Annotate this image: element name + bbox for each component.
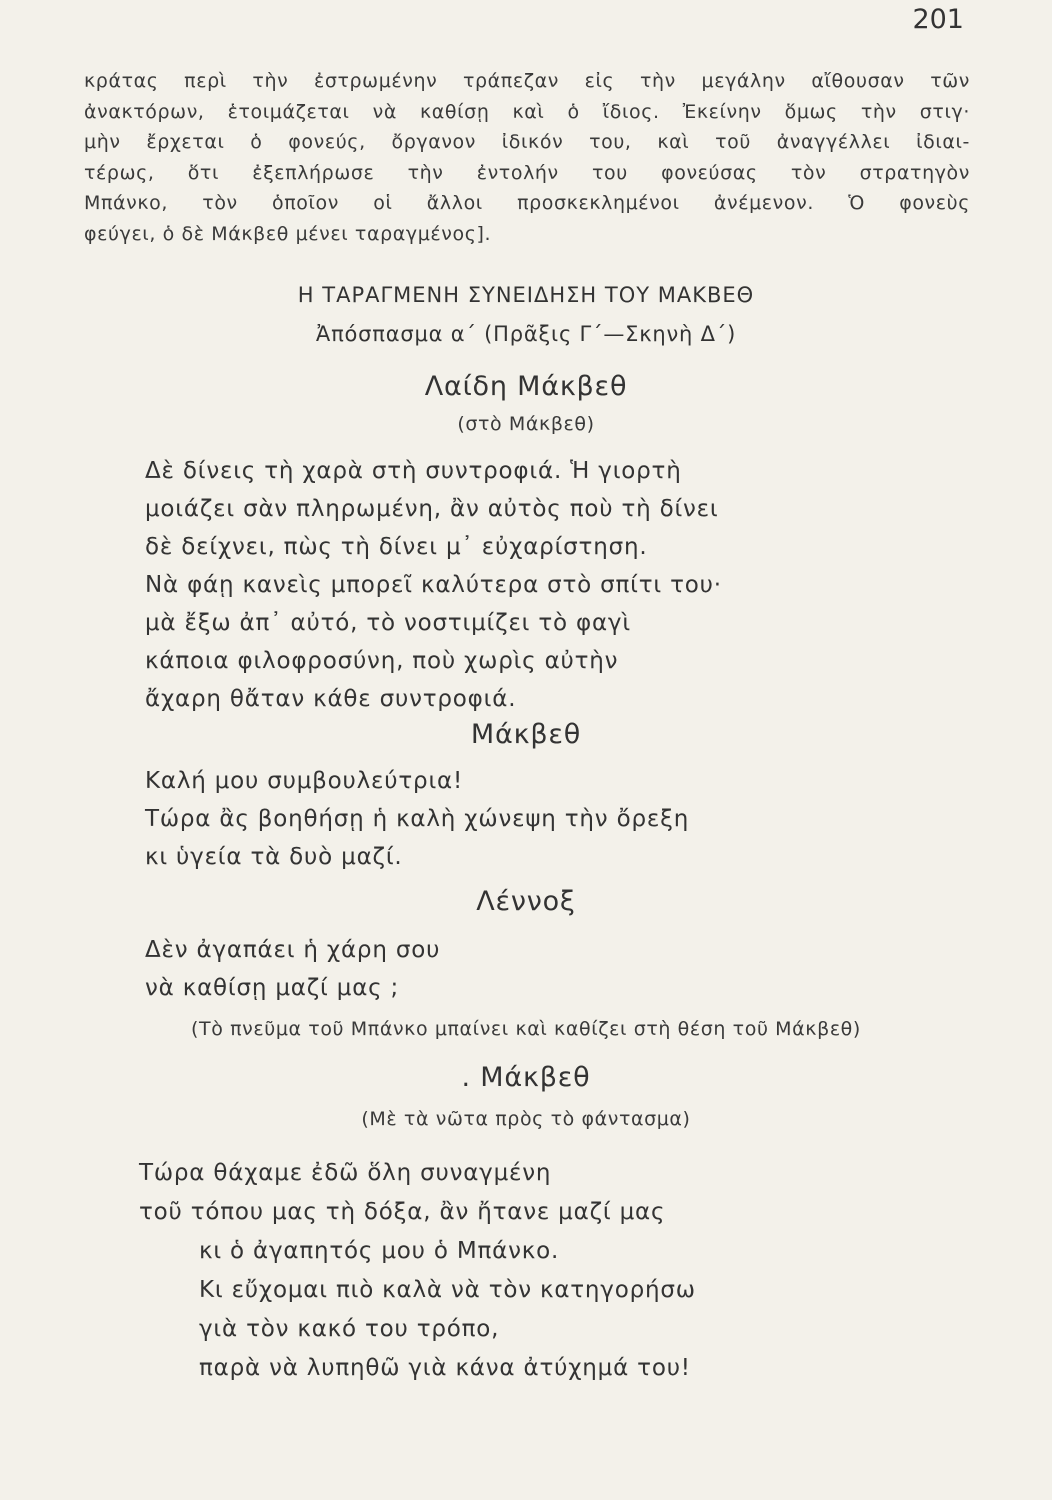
- speech-macbeth-second: [139, 1154, 696, 1388]
- intro-line: μὴν ἔρχεται ὁ φονεύς, ὄργανον ἰδικόν του, καὶ τοῦ ἀναγγέλλει ἰδιαι-: [84, 131, 970, 154]
- verse-line: Νὰ φάῃ κανεὶς μπορεῖ καλύτερα στὸ σπίτι του·: [145, 572, 722, 598]
- verse-line: Καλή μου συμβουλεύτρια!: [145, 768, 464, 794]
- intro-line: φεύγει, ὁ δὲ Μάκβεθ μένει ταραγμένος].: [84, 222, 492, 245]
- intro-line: Μπάνκο, τὸν ὁποῖον οἱ ἄλλοι προσκεκλημένοι ἀνέμενον. Ὁ φονεὺς: [84, 192, 970, 215]
- verse-line: γιὰ τὸν κακό του τρόπο,: [199, 1316, 500, 1342]
- verse-line: νὰ καθίσῃ μαζί μας ;: [145, 975, 400, 1001]
- verse-line: Κι εὔχομαι πιὸ καλὰ νὰ τὸν κατηγορήσω: [199, 1277, 696, 1303]
- verse-line: κάποια φιλοφροσύνη, ποὺ χωρὶς αὐτὴν: [145, 648, 619, 674]
- intro-line: τέρως, ὅτι ἐξεπλήρωσε τὴν ἐντολήν του φονεύσας τὸν στρατηγὸν: [84, 161, 970, 184]
- stage-direction-back-to-ghost: (Μὲ τὰ νῶτα πρὸς τὸ φάντασμα): [361, 1108, 691, 1130]
- intro-line: ἀνακτόρων, ἑτοιμάζεται νὰ καθίσῃ καὶ ὁ ἴδιος. Ἐκείνην ὅμως τὴν στιγ·: [84, 100, 970, 123]
- speaker-lady-macbeth: Λαίδη Μάκβεθ: [424, 371, 628, 402]
- speech-lennox: [145, 931, 440, 1007]
- speech-lady-macbeth: [145, 452, 722, 718]
- verse-line: παρὰ νὰ λυπηθῶ γιὰ κάνα ἀτύχημά του!: [199, 1355, 691, 1381]
- verse-line: Δὲ δίνεις τὴ χαρὰ στὴ συντροφιά. Ἡ γιορτὴ: [145, 458, 682, 484]
- verse-line: ἄχαρη θἄταν κάθε συντροφιά.: [145, 686, 517, 712]
- verse-line: κι ὑγεία τὰ δυὸ μαζί.: [145, 844, 403, 870]
- stage-direction-to-macbeth: (στὸ Μάκβεθ): [457, 413, 595, 435]
- page-number: 201: [912, 4, 964, 35]
- verse-line: Τώρα ἂς βοηθήσῃ ἡ καλὴ χώνεψη τὴν ὄρεξη: [145, 806, 690, 832]
- speaker-lennox: Λέννοξ: [476, 886, 576, 917]
- verse-line: Δὲν ἀγαπάει ἡ χάρη σου: [145, 937, 441, 963]
- intro-paragraph: [84, 66, 970, 250]
- verse-line: κι ὁ ἀγαπητός μου ὁ Μπάνκο.: [199, 1238, 560, 1264]
- section-subtitle: Ἀπόσπασμα α΄ (Πρᾶξις Γ΄—Σκηνὴ Δ΄): [315, 322, 737, 346]
- verse-line: Τώρα θάχαμε ἐδῶ ὅλη συναγμένη: [139, 1160, 552, 1186]
- intro-line: κράτας περὶ τὴν ἐστρωμένην τράπεζαν εἰς τὴν μεγάλην αἴθουσαν τῶν: [84, 70, 970, 92]
- stage-direction-ghost-enters: (Τὸ πνεῦμα τοῦ Μπάνκο μπαίνει καὶ καθίζει στὴ θέση τοῦ Μάκβεθ): [191, 1018, 861, 1040]
- speaker-macbeth-second: . Μάκβεθ: [461, 1062, 591, 1093]
- speaker-macbeth: Μάκβεθ: [470, 719, 582, 750]
- verse-line: τοῦ τόπου μας τὴ δόξα, ἂν ἤτανε μαζί μας: [139, 1199, 666, 1225]
- section-title: Η ΤΑΡΑΓΜΕΝΗ ΣΥΝΕΙΔΗΣΗ ΤΟΥ ΜΑΚΒΕΘ: [297, 283, 755, 307]
- verse-line: δὲ δείχνει, πὼς τὴ δίνει μ᾽ εὐχαρίστηση.: [145, 534, 648, 560]
- verse-line: μὰ ἔξω ἀπ᾽ αὐτό, τὸ νοστιμίζει τὸ φαγὶ: [145, 610, 631, 636]
- verse-line: μοιάζει σὰν πληρωμένη, ἂν αὐτὸς ποὺ τὴ δίνει: [145, 496, 719, 522]
- speech-macbeth: [145, 762, 689, 876]
